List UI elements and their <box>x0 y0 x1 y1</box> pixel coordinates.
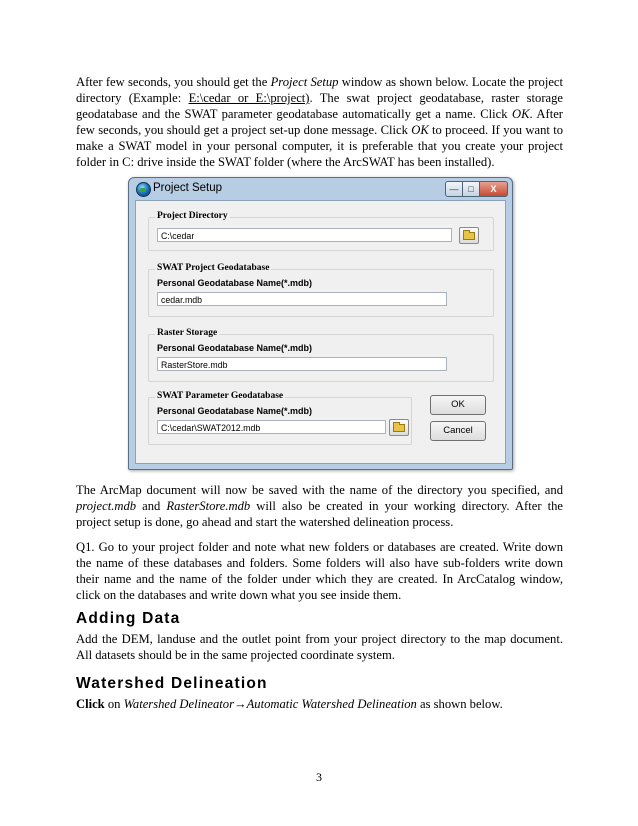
dialog-title: Project Setup <box>153 182 223 194</box>
ok-button[interactable]: OK <box>430 395 486 415</box>
intro-example-path: E:\cedar or E:\project) <box>188 90 310 105</box>
swat-project-geodatabase-label: Personal Geodatabase Name(*.mdb) <box>157 278 313 288</box>
after-text-3: will also be created in your working directory. After the project setup is done, go ahead and start the watershed delineation process. <box>76 498 563 529</box>
globe-icon <box>136 182 151 197</box>
arrow-icon: → <box>234 697 247 711</box>
swat-parameter-geodatabase-label: Personal Geodatabase Name(*.mdb) <box>157 406 313 416</box>
project-directory-input[interactable]: C:\cedar <box>157 228 452 242</box>
watershed-text-1: on <box>104 697 124 711</box>
minimize-button[interactable]: — <box>445 181 463 197</box>
swat-parameter-geodatabase-title: SWAT Parameter Geodatabase <box>157 391 284 401</box>
raster-storage-label: Personal Geodatabase Name(*.mdb) <box>157 343 313 353</box>
swat-project-geodatabase-title: SWAT Project Geodatabase <box>157 263 270 273</box>
browse-project-directory-button[interactable] <box>459 227 479 244</box>
folder-icon <box>393 424 405 432</box>
after-emphasis-rasterstore-mdb: RasterStore.mdb <box>166 498 251 513</box>
browse-parameter-geodatabase-button[interactable] <box>389 419 409 436</box>
after-text-1: The ArcMap document will now be saved with the name of the directory you specified, and <box>76 483 563 497</box>
raster-storage-group <box>148 328 494 382</box>
watershed-emphasis-automatic: Automatic Watershed Delineation <box>246 697 417 711</box>
raster-storage-title: Raster Storage <box>157 328 218 338</box>
adding-data-paragraph: Add the DEM, landuse and the outlet point from your project directory to the map document. All datasets should be in the same projected coordinate system. <box>76 632 563 662</box>
intro-text-3: . The swat project geodatabase, raster storage geodatabase and the SWAT parameter geodatabase automatically get a name. Click <box>76 90 563 121</box>
watershed-delineation-heading: Watershed Delineation <box>76 675 268 692</box>
after-emphasis-project-mdb: project.mdb <box>76 498 137 513</box>
cancel-button[interactable]: Cancel <box>430 421 486 441</box>
swat-project-geodatabase-input[interactable]: cedar.mdb <box>157 292 447 306</box>
watershed-text-2: as shown below. <box>416 697 503 711</box>
maximize-button[interactable]: □ <box>462 181 480 197</box>
after-text-2: and <box>136 498 167 513</box>
intro-text-4: . After few seconds, you should get a project set-up done message. Click <box>76 106 563 137</box>
project-directory-group <box>148 211 494 251</box>
adding-data-heading: Adding Data <box>76 610 181 627</box>
intro-emphasis-ok-1: OK <box>511 106 530 121</box>
q1-paragraph: Q1. Go to your project folder and note what new folders or databases are created. Write down the name of these databases and folders. Some folders will also have sub-folders write down their name and the name of the folder under which they are created. In ArcCatalog window, click on the databases and write down what you see inside them. <box>76 540 563 602</box>
swat-parameter-geodatabase-input[interactable]: C:\cedar\SWAT2012.mdb <box>157 420 386 434</box>
intro-text-1: After few seconds, you should get the <box>76 75 271 89</box>
intro-text-2: window as shown below. Locate the project directory (Example: <box>76 75 563 105</box>
swat-parameter-geodatabase-group <box>148 391 412 445</box>
intro-text-5: to proceed. If you want to make a SWAT model in your personal computer, it is preferable that you create your project folder in C: drive inside the SWAT folder (where the ArcSWAT has been installed). <box>76 122 563 169</box>
watershed-click-bold: Click <box>76 697 105 711</box>
after-paragraph <box>76 483 563 531</box>
dialog-titlebar <box>129 178 512 200</box>
raster-storage-input[interactable]: RasterStore.mdb <box>157 357 447 371</box>
close-button[interactable]: X <box>479 181 508 197</box>
intro-emphasis-project-setup: Project Setup <box>270 75 339 89</box>
watershed-emphasis-delineator: Watershed Delineator <box>123 697 234 711</box>
page-number: 3 <box>316 770 322 784</box>
dialog-client-area <box>135 200 506 464</box>
watershed-paragraph <box>76 697 563 713</box>
project-setup-dialog <box>128 177 513 470</box>
intro-emphasis-ok-2: OK <box>411 122 429 137</box>
project-directory-title: Project Directory <box>157 211 228 221</box>
folder-icon <box>463 232 475 240</box>
intro-paragraph <box>76 75 563 170</box>
swat-project-geodatabase-group <box>148 263 494 317</box>
